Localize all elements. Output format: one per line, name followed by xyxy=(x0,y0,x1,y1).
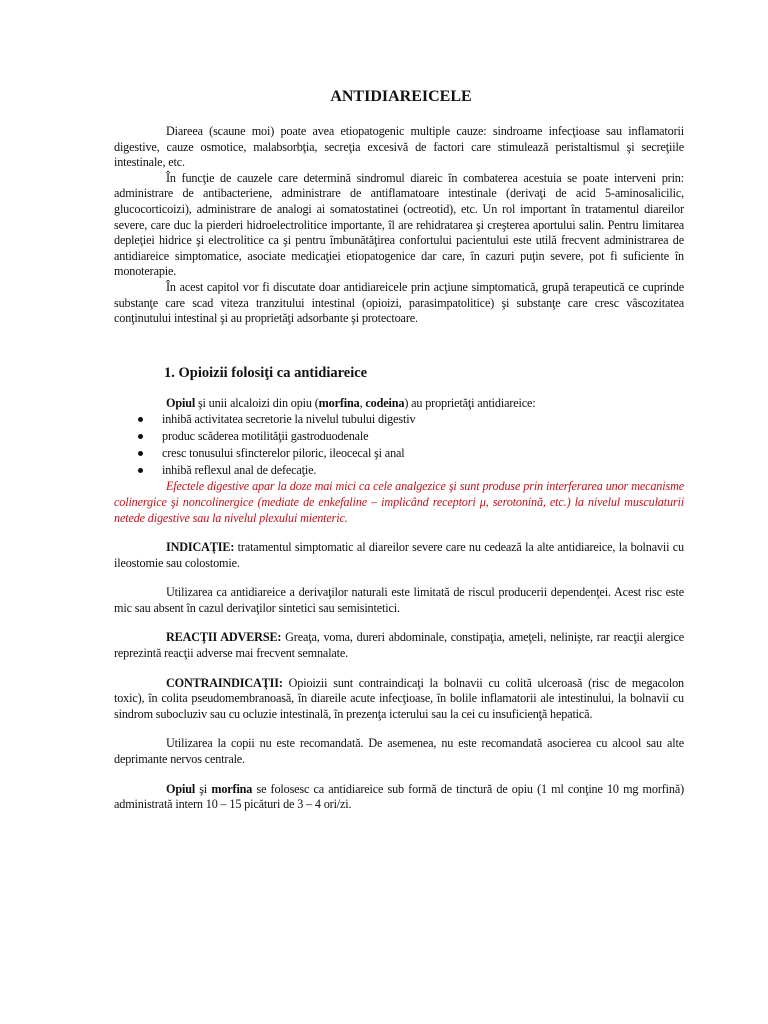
indication-paragraph xyxy=(114,540,684,571)
list-item xyxy=(138,411,684,428)
list-item xyxy=(138,445,684,462)
adverse-reactions-paragraph xyxy=(114,630,684,661)
intro-paragraph-1: Diareea (scaune moi) poate avea etiopatogenic multiple cauze: sindroame infecţioase sau inflamatorii digestive, cauze osmotice, malabsorbţia, secreţia excesivă de factori care stimulează peristaltismul şi secreţiile intestinale, etc. xyxy=(114,124,684,170)
children-paragraph: Utilizarea la copii nu este recomandată. De asemenea, nu este recomandată asocierea cu alcool sau alte deprimante nervos centrale. xyxy=(114,736,684,767)
effects-list xyxy=(138,411,684,479)
list-item-text: produc scăderea motilităţii gastroduodenale xyxy=(162,429,369,444)
term-morphine-dosage: morfina xyxy=(211,781,253,796)
opium-lead-paragraph xyxy=(114,396,684,412)
dosage-paragraph xyxy=(114,782,684,813)
dosage-text: se folosesc ca antidiareice sub formă de tinctură de opiu (1 ml conţine 10 mg morfină) administrată intern 10 – 15 picături de 3 – 4 ori/zi. xyxy=(114,781,684,812)
contraindications-label: CONTRAINDICAŢII: xyxy=(166,675,283,690)
lead-text-1: şi unii alcaloizi din opiu ( xyxy=(195,395,319,410)
list-item-text: inhibă reflexul anal de defecaţie. xyxy=(162,463,317,478)
intro-paragraph-2: În funcţie de cauzele care determină sindromul diareic în combaterea acestuia se poate interveni prin: administrare de antibacteriene, administrare de antiflamatoare intestinale (derivaţi de acid 5-aminosalicilic, glucocorticoizi), administrare de analogi ai somatostatinei (octreotid), etc. Un rol important în tratamentul diareilor severe, care duc la pierderi hidroelectrolitice importante, îl are rehidratarea şi creşterea aportului salin. Pentru limitarea depleţiei hidrice şi electrolitice ca şi pentru îmbunătăţirea confortului pacientului este utilă frecvent administrarea de antidiareice simptomatice, asociate medicaţiei etiopatogenice dar care, în cazuri puţin severe, pot fi suficiente în monoterapie. xyxy=(114,170,684,279)
list-item xyxy=(138,462,684,479)
section-title: 1. Opioizii folosiţi ca antidiareice xyxy=(164,364,368,381)
bullet-icon xyxy=(138,417,143,422)
bullet-icon xyxy=(138,434,143,439)
term-codeine: codeina xyxy=(365,395,405,410)
term-morphine: morfina xyxy=(318,395,360,410)
page-title: ANTIDIAREICELE xyxy=(330,88,472,105)
usage-paragraph: Utilizarea ca antidiareice a derivaţilor naturali este limitată de riscul producerii dependenţei. Acest risc este mic sau absent în cazul derivaţilor sintetici sau semisintetici. xyxy=(114,585,684,615)
bullet-icon xyxy=(138,451,143,456)
contraindications-paragraph xyxy=(114,676,684,723)
contraindications-text: Opioizii sunt contraindicaţi la bolnavii cu colită ulceroasă (risc de megacolon toxic), în colita pseudomembranoasă, în diareile acute infecţioase, în bolile inflamatorii ale intestinului, la bolnavii cu sindrom subocluziv sau cu ocluzie intestinală, în prezenţa icterului sau la cei cu insuficienţă hepatică. xyxy=(114,675,684,721)
list-item-text: cresc tonusului sfincterelor piloric, ileocecal şi anal xyxy=(162,446,405,461)
list-item-text: inhibă activitatea secretorie la nivelul tubului digestiv xyxy=(162,412,416,427)
red-italic-note: Efectele digestive apar la doze mai mici ca cele analgezice şi sunt produse prin interferarea unor mecanisme colinergice şi noncolinergice (mediate de enkefaline – implicând receptori μ, serotonină, etc.) la nivelul musculaturii netede digestive sau la nivelul plexului mienteric. xyxy=(114,479,684,525)
intro-paragraph-3: În acest capitol vor fi discutate doar antidiareicele prin acţiune simptomatică, grupă terapeutică ce cuprinde substanţe care scad viteza tranzitului intestinal (opioizi, parasimpatolitice) şi substanţe care cresc vâscozitatea conţinutului intestinal şi au proprietăţi adsorbante şi protectoare. xyxy=(114,279,684,326)
indication-text: tratamentul simptomatic al diareilor severe care nu cedează la alte antidiareice, la bolnavii cu ileostomie sau colostomie. xyxy=(114,540,684,570)
term-opium: Opiul xyxy=(166,395,196,410)
adverse-label: REACŢII ADVERSE: xyxy=(166,630,282,645)
adverse-text: Greaţa, voma, dureri abdominale, constipaţia, ameţeli, nelinişte, rar reacţii alergice reprezintă reacţii adverse mai frecvent semnalate. xyxy=(114,630,684,661)
bullet-icon xyxy=(138,468,143,473)
dosage-separator: şi xyxy=(195,781,212,796)
term-opium-dosage: Opiul xyxy=(166,781,196,796)
lead-text-2: ) au proprietăţi antidiareice: xyxy=(404,395,536,410)
indication-label: INDICAŢIE: xyxy=(166,540,235,555)
lead-separator: , xyxy=(359,395,366,410)
list-item xyxy=(138,428,684,445)
